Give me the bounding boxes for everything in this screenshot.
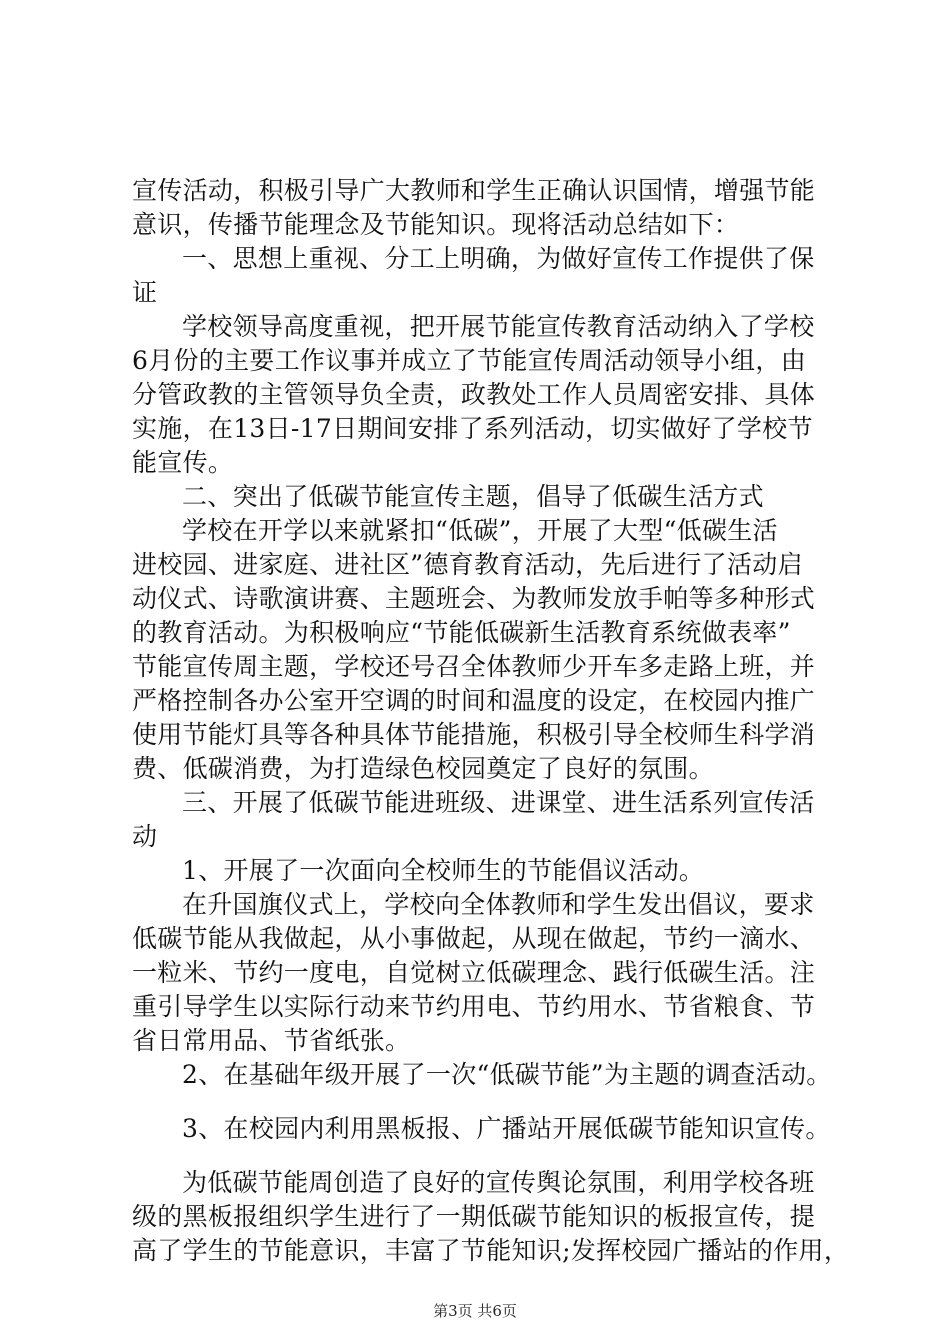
- text-line: 低碳节能从我做起，从小事做起，从现在做起，节约一滴水、: [132, 924, 816, 953]
- text-line: 级的黑板报组织学生进行了一期低碳节能知识的板报宣传，提: [132, 1202, 816, 1231]
- section-heading: 一、思想上重视、分工上明确，为做好宣传工作提供了保: [182, 244, 815, 273]
- text-line: 分管政教的主管领导负全责，政教处工作人员周密安排、具体: [132, 380, 816, 409]
- list-item: 1、开展了一次面向全校师生的节能倡议活动。: [182, 856, 705, 885]
- text-line: 节能宣传周主题，学校还号召全体教师少开车多走路上班，并: [132, 652, 816, 681]
- text-line: 费、低碳消费，为打造绿色校园奠定了良好的氛围。: [132, 754, 714, 783]
- text-line: 实施，在13日-17日期间安排了系列活动，切实做好了学校节: [132, 414, 813, 443]
- list-item: 2、在基础年级开展了一次“低碳节能”为主题的调查活动。: [182, 1060, 832, 1089]
- text-line: 为低碳节能周创造了良好的宣传舆论氛围，利用学校各班: [182, 1168, 815, 1197]
- text-line: 学校在开学以来就紧扣“低碳”，开展了大型“低碳生活: [182, 516, 778, 545]
- text-line: 严格控制各办公室开空调的时间和温度的设定，在校园内推广: [132, 686, 816, 715]
- section-heading: 证: [132, 278, 158, 307]
- section-heading: 二、突出了低碳节能宣传主题，倡导了低碳生活方式: [182, 482, 764, 511]
- page-number: 第3页 共6页: [433, 1302, 517, 1320]
- text-line: 意识，传播节能理念及节能知识。现将活动总结如下：: [132, 210, 740, 239]
- text-line: 宣传活动，积极引导广大教师和学生正确认识国情，增强节能: [132, 176, 816, 205]
- text-line: 进校园、进家庭、进社区”德育教育活动，先后进行了活动启: [132, 550, 803, 579]
- text-line: 重引导学生以实际行动来节约用电、节约用水、节省粮食、节: [132, 992, 816, 1021]
- text-line: 省日常用品、节省纸张。: [132, 1026, 411, 1055]
- text-line: 6月份的主要工作议事并成立了节能宣传周活动领导小组，由: [132, 346, 807, 375]
- text-line: 的教育活动。为积极响应“节能低碳新生活教育系统做表率”: [132, 618, 791, 647]
- text-line: 动仪式、诗歌演讲赛、主题班会、为教师发放手帕等多种形式: [132, 584, 816, 613]
- section-heading: 三、开展了低碳节能进班级、进课堂、进生活系列宣传活: [182, 788, 815, 817]
- text-line: 一粒米、节约一度电，自觉树立低碳理念、践行低碳生活。注: [132, 958, 816, 987]
- text-line: 使用节能灯具等各种具体节能措施，积极引导全校师生科学消: [132, 720, 816, 749]
- section-heading: 动: [132, 822, 158, 851]
- text-line: 能宣传。: [132, 448, 234, 477]
- text-line: 高了学生的节能意识，丰富了节能知识;发挥校园广播站的作用，: [132, 1236, 850, 1265]
- list-item: 3、在校园内利用黑板报、广播站开展低碳节能知识宣传。: [182, 1114, 831, 1143]
- text-line: 学校领导高度重视，把开展节能宣传教育活动纳入了学校: [182, 312, 815, 341]
- text-line: 在升国旗仪式上，学校向全体教师和学生发出倡议，要求: [182, 890, 815, 919]
